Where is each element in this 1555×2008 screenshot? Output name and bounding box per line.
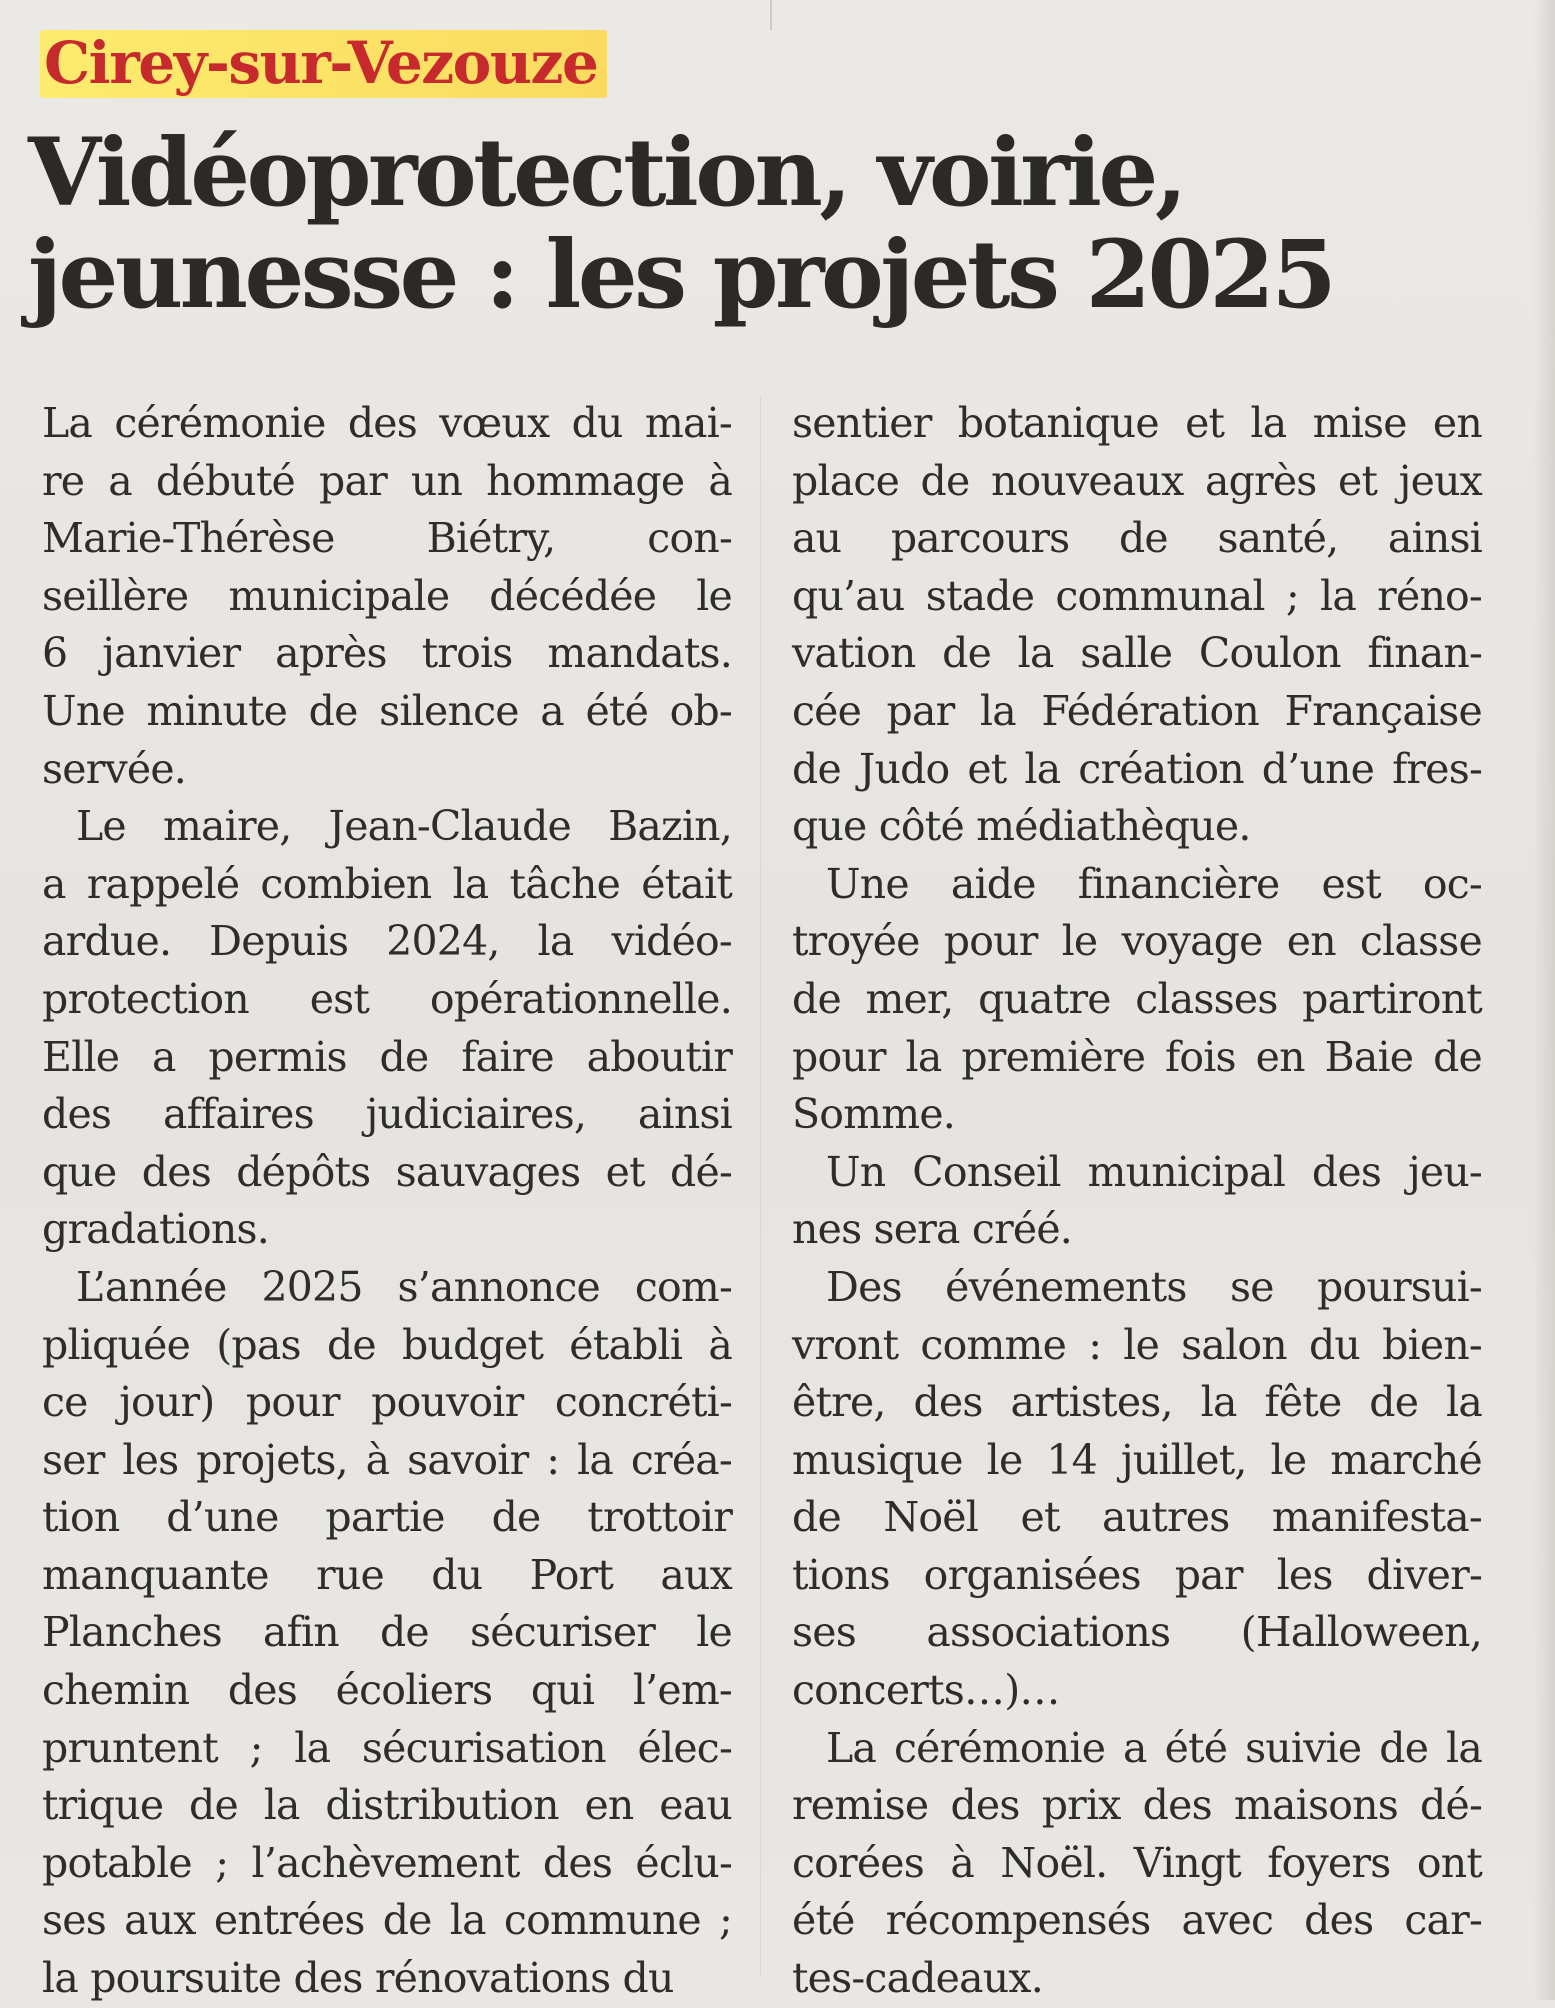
article-kicker: Cirey-sur-Vezouze [40, 30, 607, 98]
body-text-line: manquante rue du Port aux [42, 1550, 732, 1599]
body-text-line: ardue. Depuis 2024, la vidéo- [42, 917, 732, 966]
body-text-line: Une aide financière est oc- [826, 859, 1482, 908]
body-text-line: de Noël et autres manifesta- [792, 1493, 1482, 1542]
body-text-line: ce jour) pour pouvoir concréti- [42, 1378, 732, 1427]
body-text-line: cée par la Fédération Française [792, 686, 1482, 735]
body-text-line: La cérémonie des vœux du mai- [42, 399, 732, 447]
page-edge-shadow [1533, 0, 1555, 2000]
body-text-line: ses associations (Halloween, [792, 1608, 1482, 1657]
body-text-line: au parcours de santé, ainsi [792, 514, 1482, 563]
body-text-line: 6 janvier après trois mandats. [42, 629, 732, 678]
body-text-line: ses aux entrées de la commune ; [42, 1896, 732, 1945]
body-text-line: la poursuite des rénovations du [42, 1954, 674, 2003]
body-text-line: que côté médiathèque. [792, 802, 1251, 851]
body-text-line: gradations. [42, 1205, 269, 1254]
body-text-line: chemin des écoliers qui l’em- [42, 1666, 732, 1715]
article-headline [28, 118, 1528, 330]
body-text-line: re a débuté par un hommage à [42, 456, 732, 505]
body-text-line: potable ; l’achèvement des éclu- [42, 1838, 732, 1887]
body-text-line: vation de la salle Coulon finan- [792, 629, 1482, 678]
body-text-line: tions organisées par les diver- [792, 1550, 1482, 1599]
body-text-line: Somme. [792, 1090, 956, 1139]
body-text-line: concerts…)… [792, 1666, 1060, 1715]
body-text-line: que des dépôts sauvages et dé- [42, 1147, 732, 1196]
body-text-line: seillère municipale décédée le [42, 571, 732, 620]
body-text-line: Une minute de silence a été ob- [42, 686, 732, 735]
body-text-line: vront comme : le salon du bien- [792, 1320, 1482, 1369]
body-text-line: pour la première fois en Baie de [792, 1032, 1482, 1081]
body-text-line: être, des artistes, la fête de la [792, 1378, 1482, 1427]
body-text-line: tes-cadeaux. [792, 1954, 1043, 2003]
body-text-line: tion d’une partie de trottoir [42, 1493, 732, 1542]
body-text-line: servée. [42, 744, 187, 793]
body-text-line: Des événements se poursui- [826, 1262, 1482, 1311]
article-body-right-column [792, 395, 1482, 2008]
body-text-line: sentier botanique et la mise en [792, 399, 1482, 447]
top-column-rule [770, 0, 772, 30]
body-text-line: a rappelé combien la tâche était [42, 859, 732, 908]
body-text-line: remise des prix des maisons dé- [792, 1781, 1482, 1830]
body-text-line: Un Conseil municipal des jeu- [826, 1147, 1482, 1196]
body-text-line: Planches afin de sécuriser le [42, 1608, 732, 1657]
body-text-line: pruntent ; la sécurisation élec- [42, 1723, 732, 1772]
body-text-line: pliquée (pas de budget établi à [42, 1320, 732, 1369]
body-text-line: L’année 2025 s’annonce com- [76, 1262, 732, 1311]
body-text-line: des affaires judiciaires, ainsi [42, 1090, 732, 1139]
body-text-line: Le maire, Jean-Claude Bazin, [76, 802, 732, 851]
body-text-line: corées à Noël. Vingt foyers ont [792, 1838, 1482, 1887]
body-text-line: troyée pour le voyage en classe [792, 917, 1482, 966]
headline-line: jeunesse : les projets 2025 [28, 220, 1334, 330]
body-text-line: La cérémonie a été suivie de la [826, 1723, 1482, 1772]
body-text-line: été récompensés avec des car- [792, 1896, 1482, 1945]
body-text-line: musique le 14 juillet, le marché [792, 1435, 1482, 1484]
body-text-line: qu’au stade communal ; la réno- [792, 571, 1482, 620]
body-text-line: ser les projets, à savoir : la créa- [42, 1435, 732, 1484]
body-text-line: protection est opérationnelle. [42, 974, 732, 1023]
body-text-line: de Judo et la création d’une fres- [792, 744, 1482, 793]
article-body-left-column [42, 395, 732, 2008]
body-text-line: de mer, quatre classes partiront [792, 974, 1482, 1023]
body-text-line: nes sera créé. [792, 1205, 1073, 1254]
column-divider [760, 395, 761, 1975]
body-text-line: Marie-Thérèse Biétry, con- [42, 514, 732, 563]
body-text-line: trique de la distribution en eau [42, 1781, 732, 1830]
body-text-line: Elle a permis de faire aboutir [42, 1032, 732, 1081]
headline-line: Vidéoprotection, voirie, [28, 118, 1185, 228]
body-text-line: place de nouveaux agrès et jeux [792, 456, 1482, 505]
